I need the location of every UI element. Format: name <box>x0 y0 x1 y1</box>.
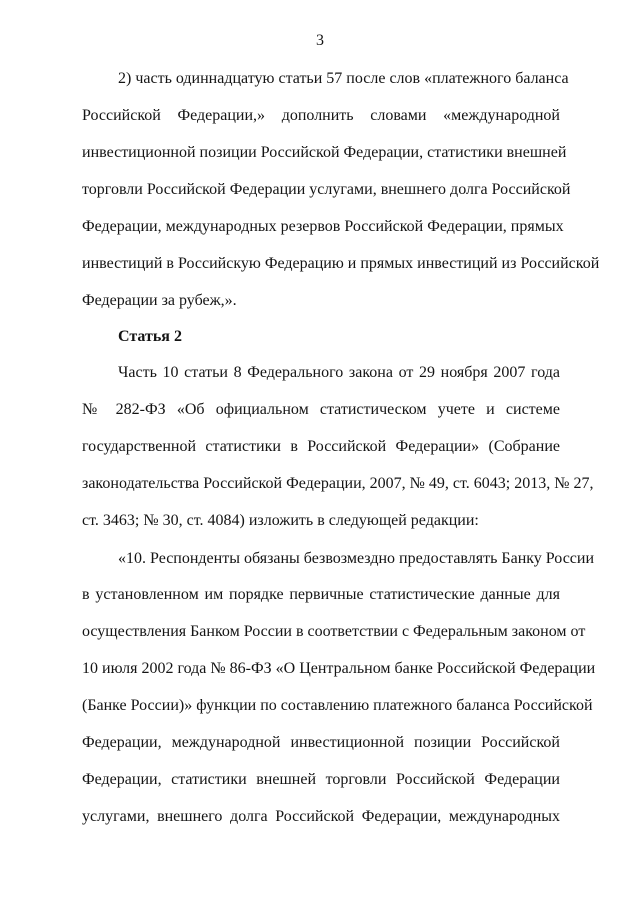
text-line: инвестиций в Российскую Федерацию и прямых инвестиций из Российской <box>82 255 600 272</box>
text-line: Федерации, международной инвестиционной позиции Российской <box>82 734 560 751</box>
article-heading: Статья 2 <box>118 328 182 345</box>
text-line: (Банке России)» функции по составлению платежного баланса Российской <box>82 697 593 714</box>
text-line: торговли Российской Федерации услугами, внешнего долга Российской <box>82 181 571 198</box>
text-line: инвестиционной позиции Российской Федерации, статистики внешней <box>82 144 567 161</box>
page-number: 3 <box>316 32 324 49</box>
text-line: Федерации, статистики внешней торговли Российской Федерации <box>82 771 560 788</box>
text-line: «10. Респонденты обязаны безвозмездно предоставлять Банку России <box>118 550 595 567</box>
text-line: осуществления Банком России в соответствии с Федеральным законом от <box>82 623 586 640</box>
text-line: 10 июля 2002 года № 86-ФЗ «О Центральном банке Российской Федерации <box>82 660 596 677</box>
text-line: законодательства Российской Федерации, 2007, № 49, ст. 6043; 2013, № 27, <box>82 475 594 492</box>
text-line: ст. 3463; № 30, ст. 4084) изложить в следующей редакции: <box>82 512 479 529</box>
text-line: в установленном им порядке первичные статистические данные для <box>82 586 560 603</box>
text-line: Российской Федерации,» дополнить словами «международной <box>82 107 560 124</box>
text-line: Федерации, международных резервов Российской Федерации, прямых <box>82 218 564 235</box>
text-line: Часть 10 статьи 8 Федерального закона от 29 ноября 2007 года <box>118 364 560 381</box>
text-line: Федерации за рубеж,». <box>82 292 237 309</box>
text-line: услугами, внешнего долга Российской Федерации, международных <box>82 808 560 825</box>
text-line: № 282-ФЗ «Об официальном статистическом учете и системе <box>82 401 560 418</box>
text-line: 2) часть одиннадцатую статьи 57 после слов «платежного баланса <box>118 70 569 87</box>
text-line: государственной статистики в Российской Федерации» (Собрание <box>82 438 560 455</box>
